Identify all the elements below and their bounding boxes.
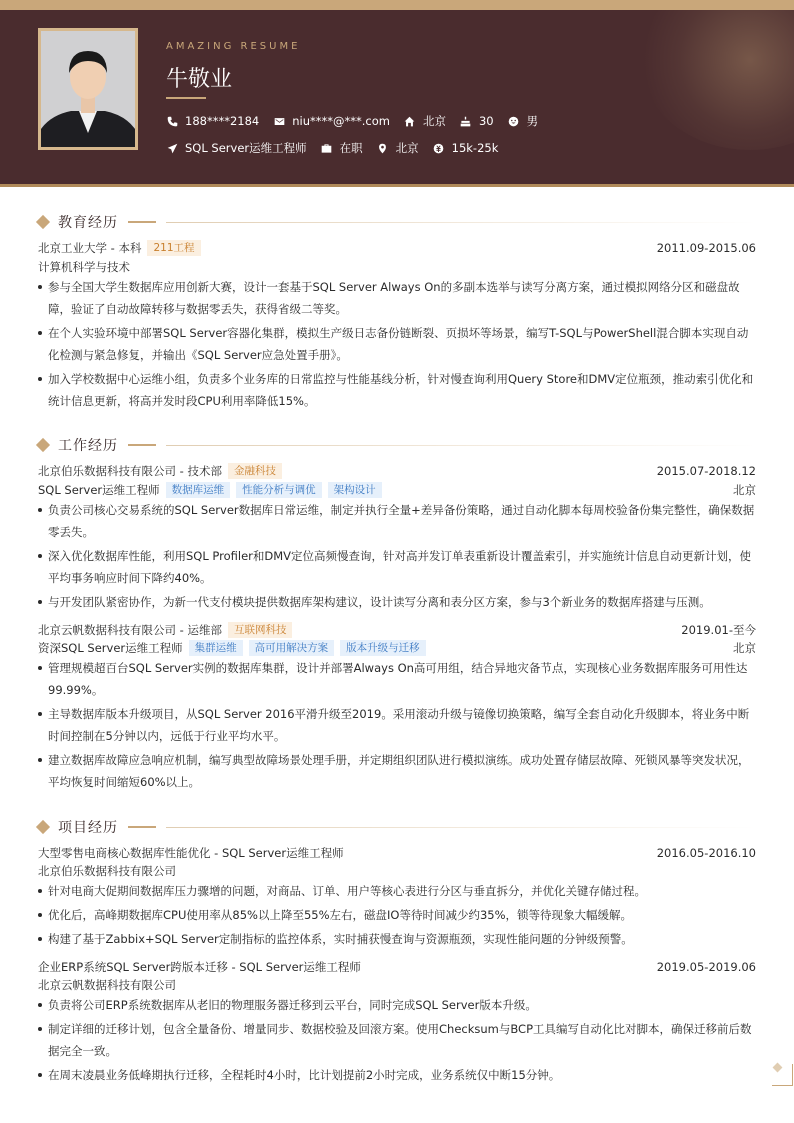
skill-tag: 版本升级与迁移: [340, 640, 426, 656]
list-item: 在周末凌晨业务低峰期执行迁移，全程耗时4小时，比计划提前2小时完成，业务系统仅中断15分钟。: [38, 1064, 756, 1086]
list-item: 针对电商大促期间数据库压力骤增的问题，对商品、订单、用户等核心表进行分区与垂直拆分，并优化关键存储过程。: [38, 880, 756, 902]
education-row: [38, 240, 756, 256]
resume-tagline: AMAZING RESUME: [166, 41, 301, 52]
top-accent-bar: [0, 0, 794, 10]
list-item: 管理规模超百台SQL Server实例的数据库集群，设计并部署Always On高可用组，结合异地灾备节点，实现核心业务数据库服务可用性达99.99%。: [38, 657, 756, 701]
location-text: 北京: [422, 114, 446, 128]
salary-text: 15k-25k: [451, 141, 499, 155]
education-section-header: [36, 212, 756, 232]
cake-icon: [460, 115, 472, 127]
corner-line-horizontal: [772, 1085, 793, 1086]
list-item: 加入学校数据中心运维小组，负责多个业务库的日常监控与性能基线分析，针对慢查询利用Query Store和DMV定位瓶颈，推动索引优化和统计信息更新，将高并发时段CPU利用率降低15%。: [38, 368, 756, 412]
list-item: 优化后，高峰期数据库CPU使用率从85%以上降至55%左右，磁盘IO等待时间减少约35%，锁等待现象大幅缓解。: [38, 904, 756, 926]
project-bullets: [38, 994, 756, 1088]
email-text: niu****@***.com: [292, 114, 390, 128]
skill-tag: 架构设计: [328, 482, 382, 498]
job-row: [38, 463, 756, 479]
job-bullets: [38, 657, 756, 795]
phone-text: 188****2184: [185, 114, 260, 128]
job-row: [38, 622, 756, 638]
project-company: 北京云帆数据科技有限公司: [38, 978, 176, 992]
phone-icon: [166, 115, 178, 127]
send-icon: [166, 142, 178, 154]
project-bullets: [38, 880, 756, 952]
job-bullets: [38, 499, 756, 615]
company-name: 北京伯乐数据科技有限公司 - 技术部: [38, 464, 222, 478]
email-info: [273, 114, 390, 128]
section-diamond-icon: [36, 438, 50, 452]
education-period: 2011.09-2015.06: [656, 241, 756, 255]
job-title-text: SQL Server运维工程师: [185, 141, 307, 155]
section-rule-short: [128, 444, 156, 446]
status-info: [321, 140, 363, 156]
project-period: 2019.05-2019.06: [656, 960, 756, 974]
project-company: 北京伯乐数据科技有限公司: [38, 864, 176, 878]
project-name: 大型零售电商核心数据库性能优化 - SQL Server运维工程师: [38, 846, 344, 860]
age-info: [460, 114, 494, 128]
school-name: 北京工业大学 - 本科: [38, 241, 142, 255]
list-item: 建立数据库故障应急响应机制，编写典型故障场景处理手册，并定期组织团队进行模拟演练。成功处置存储层故障、死锁风暴等突发状况，平均恢复时间缩短60%以上。: [38, 749, 756, 793]
section-diamond-icon: [36, 215, 50, 229]
profile-photo: [38, 28, 138, 150]
name-underline: [166, 97, 206, 99]
section-title: 项目经历: [58, 820, 118, 836]
section-rule-short: [128, 221, 156, 223]
corner-diamond-icon: [773, 1063, 783, 1073]
project-row: [38, 845, 756, 861]
section-rule-short: [128, 826, 156, 828]
project-section-header: [36, 817, 756, 837]
job-role: SQL Server运维工程师: [38, 483, 160, 497]
list-item: 负责公司核心交易系统的SQL Server数据库日常运维，制定并执行全量+差异备份策略，通过自动化脚本每周校验备份集完整性，确保数据零丢失。: [38, 499, 756, 543]
industry-tag: 互联网科技: [228, 622, 293, 638]
industry-tag: 金融科技: [228, 463, 282, 479]
section-rule-long: [166, 222, 756, 223]
job-period: 2019.01-至今: [681, 623, 756, 637]
job-title-info: [166, 140, 307, 156]
section-diamond-icon: [36, 820, 50, 834]
job-period: 2015.07-2018.12: [656, 464, 756, 478]
gender-text: 男: [526, 114, 539, 128]
section-title: 工作经历: [58, 438, 118, 454]
list-item: 构建了基于Zabbix+SQL Server定制指标的监控体系，实时捕获慢查询与资源瓶颈，实现性能问题的分钟级预警。: [38, 928, 756, 950]
job-city: 北京: [733, 483, 756, 497]
skill-tag: 高可用解决方案: [249, 640, 335, 656]
skill-tag: 集群运维: [189, 640, 243, 656]
header-bottom-bar: [0, 184, 794, 187]
map-pin-icon: [377, 142, 389, 154]
project-name: 企业ERP系统SQL Server跨版本迁移 - SQL Server运维工程师: [38, 960, 361, 974]
briefcase-icon: [321, 142, 333, 154]
major: 计算机科学与技术: [38, 260, 130, 274]
work-section-header: [36, 435, 756, 455]
section-title: 教育经历: [58, 215, 118, 231]
resume-header: [0, 10, 794, 187]
contact-row: [166, 113, 552, 129]
company-name: 北京云帆数据科技有限公司 - 运维部: [38, 623, 222, 637]
mail-icon: [273, 115, 285, 127]
section-rule-long: [166, 445, 756, 446]
gender-info: [508, 113, 539, 129]
section-rule-long: [166, 827, 756, 828]
status-text: 在职: [339, 141, 363, 155]
job-role-row: [38, 482, 756, 498]
expected-city-text: 北京: [395, 141, 419, 155]
list-item: 负责将公司ERP系统数据库从老旧的物理服务器迁移到云平台，同时完成SQL Server版本升级。: [38, 994, 756, 1016]
job-intent-row: [166, 140, 512, 156]
money-icon: [433, 142, 445, 154]
list-item: 制定详细的迁移计划，包含全量备份、增量同步、数据校验及回滚方案。使用Checksum与BCP工具编写自动化比对脚本，确保迁移前后数据完全一致。: [38, 1018, 756, 1062]
skill-tag: 数据库运维: [166, 482, 231, 498]
home-icon: [404, 115, 416, 127]
list-item: 与开发团队紧密协作，为新一代支付模块提供数据库架构建议，设计读写分离和表分区方案，参与3个新业务的数据库搭建与压测。: [38, 591, 756, 613]
project-row: [38, 959, 756, 975]
list-item: 参与全国大学生数据库应用创新大赛，设计一套基于SQL Server Always On的多副本选举与读写分离方案，通过模拟网络分区和磁盘故障，验证了自动故障转移与数据零丢失，获得省级二等奖。: [38, 276, 756, 320]
list-item: 主导数据库版本升级项目，从SQL Server 2016平滑升级至2019。采用滚动升级与镜像切换策略，编写全套自动化升级脚本，将业务中断时间控制在5分钟以内，远低于行业平均水平。: [38, 703, 756, 747]
person-icon: [508, 115, 520, 127]
job-role-row: [38, 640, 756, 656]
salary-info: [433, 141, 499, 155]
expected-city-info: [377, 140, 419, 156]
job-city: 北京: [733, 641, 756, 655]
phone-info: [166, 114, 259, 128]
corner-ornament: [772, 1064, 794, 1086]
age-text: 30: [478, 114, 494, 128]
corner-line-vertical: [792, 1064, 793, 1086]
school-tag: 211工程: [147, 240, 200, 256]
location-info: [404, 113, 446, 129]
header-glow: [640, 10, 794, 150]
skill-tag: 性能分析与调优: [236, 482, 322, 498]
job-role: 资深SQL Server运维工程师: [38, 641, 183, 655]
candidate-name: 牛敬业: [166, 67, 233, 92]
project-period: 2016.05-2016.10: [656, 846, 756, 860]
education-bullets: [38, 276, 756, 414]
list-item: 在个人实验环境中部署SQL Server容器化集群，模拟生产级日志备份链断裂、页损坏等场景，编写T-SQL与PowerShell混合脚本实现自动化检测与紧急修复，并输出《SQL Server应急处置手册》。: [38, 322, 756, 366]
list-item: 深入优化数据库性能，利用SQL Profiler和DMV定位高频慢查询，针对高并发订单表重新设计覆盖索引，并实施统计信息自动更新计划，使平均事务响应时间下降约40%。: [38, 545, 756, 589]
